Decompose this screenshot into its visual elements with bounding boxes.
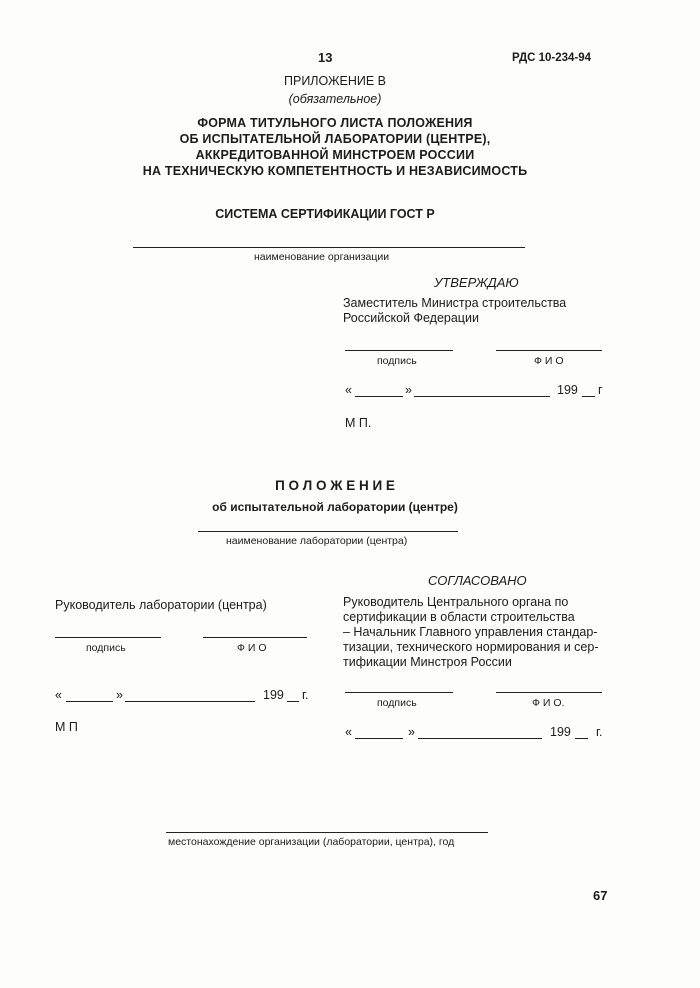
lab-head-signature-line	[55, 637, 161, 638]
regulation-title: П О Л О Ж Е Н И Е	[275, 478, 395, 493]
appendix-note: (обязательное)	[288, 92, 382, 106]
lab-head-date-year-suffix: г.	[302, 688, 309, 702]
approve-label: УТВЕРЖДАЮ	[434, 275, 519, 290]
lab-head-date-close-quote: »	[116, 688, 123, 702]
lab-head-date-open-quote: «	[55, 688, 62, 702]
agreed-position-line-4: тизации, технического нормирования и сер-	[343, 640, 599, 654]
certification-system-title: СИСТЕМА СЕРТИФИКАЦИИ ГОСТ Р	[215, 207, 435, 221]
page-number-top: 13	[318, 50, 333, 65]
agreed-date-year-line	[575, 738, 588, 739]
agreed-date-year-suffix: г.	[596, 725, 603, 739]
approve-date-open-quote: «	[345, 383, 352, 397]
approve-stamp-place: М П.	[345, 416, 372, 430]
agreed-signature-caption: подпись	[377, 697, 417, 709]
agreed-date-open-quote: «	[345, 725, 352, 739]
approve-date-close-quote: »	[405, 383, 412, 397]
lab-head-date-day-line	[66, 701, 113, 702]
agreed-date-month-line	[418, 738, 542, 739]
lab-head-name-caption: Ф И О	[237, 642, 267, 654]
agreed-position-line-1: Руководитель Центрального органа по	[343, 595, 569, 609]
agreed-position-line-3: – Начальник Главного управления стандар-	[343, 625, 598, 639]
agreed-signature-line	[345, 692, 453, 693]
lab-head-date-year: 199	[263, 688, 284, 702]
approve-position-line-1: Заместитель Министра строительства	[343, 296, 567, 310]
approve-name-line	[496, 350, 602, 351]
approve-signature-line	[345, 350, 453, 351]
location-line	[166, 832, 488, 833]
document-code: РДС 10-234-94	[512, 52, 592, 64]
form-title-line-2: ОБ ИСПЫТАТЕЛЬНОЙ ЛАБОРАТОРИИ (ЦЕНТРЕ),	[179, 132, 491, 146]
agreed-date-year: 199	[550, 725, 571, 739]
lab-head-date-month-line	[125, 701, 255, 702]
regulation-subtitle: об испытательной лаборатории (центре)	[212, 500, 458, 514]
agreed-name-caption: Ф И О.	[532, 697, 565, 709]
organization-name-line	[133, 247, 525, 248]
form-title-line-3: АККРЕДИТОВАННОЙ МИНСТРОЕМ РОССИИ	[195, 148, 475, 162]
approve-position-line-2: Российской Федерации	[343, 311, 479, 325]
approve-date-year: 199	[557, 383, 578, 397]
form-title-line-4: НА ТЕХНИЧЕСКУЮ КОМПЕТЕНТНОСТЬ И НЕЗАВИСИМОСТЬ	[142, 164, 528, 178]
location-caption: местонахождение организации (лаборатории, центра), год	[168, 836, 455, 848]
agreed-label: СОГЛАСОВАНО	[428, 573, 527, 588]
agreed-date-close-quote: »	[408, 725, 415, 739]
approve-signature-caption: подпись	[377, 355, 417, 367]
laboratory-caption: наименование лаборатории (центра)	[226, 535, 408, 547]
approve-date-year-line	[582, 396, 595, 397]
form-title-line-1: ФОРМА ТИТУЛЬНОГО ЛИСТА ПОЛОЖЕНИЯ	[197, 116, 473, 130]
approve-date-year-suffix: г	[598, 383, 603, 397]
appendix-label: ПРИЛОЖЕНИЕ В	[284, 74, 386, 88]
agreed-date-day-line	[355, 738, 403, 739]
lab-head-stamp-place: М П	[55, 720, 78, 734]
page-number-bottom: 67	[593, 888, 608, 903]
approve-name-caption: Ф И О	[534, 355, 564, 367]
agreed-position-line-5: тификации Минстроя России	[343, 655, 512, 669]
lab-head-name-line	[203, 637, 307, 638]
approve-date-month-line	[414, 396, 550, 397]
agreed-name-line	[496, 692, 602, 693]
lab-head-signature-caption: подпись	[86, 642, 126, 654]
approve-date-day-line	[355, 396, 403, 397]
agreed-position-line-2: сертификации в области строительства	[343, 610, 575, 624]
organization-caption: наименование организации	[254, 251, 390, 263]
lab-head-date-year-line	[287, 701, 299, 702]
lab-head-title: Руководитель лаборатории (центра)	[55, 598, 267, 612]
laboratory-name-line	[198, 531, 458, 532]
